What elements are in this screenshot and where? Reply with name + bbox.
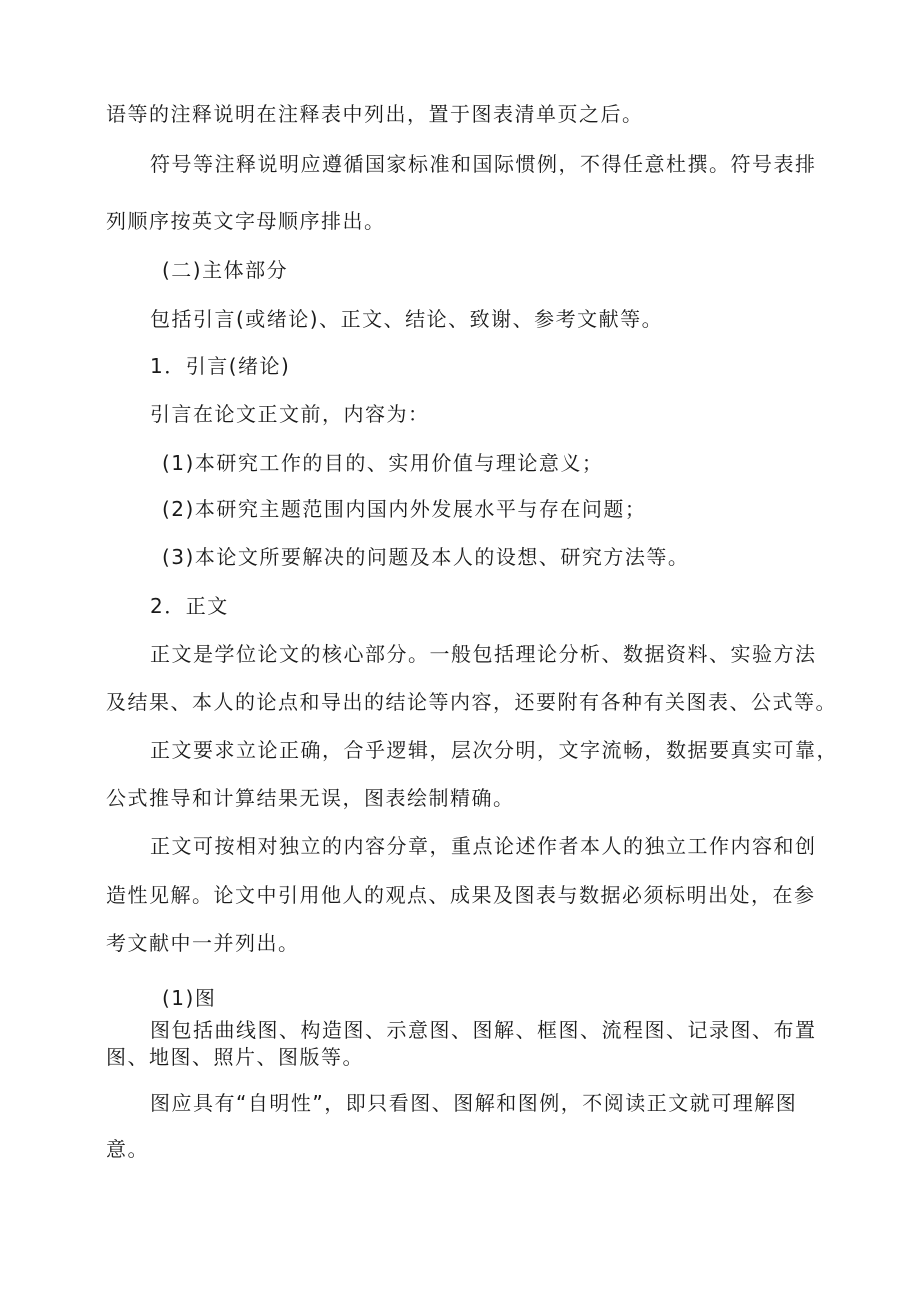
list-item: (3)本论文所要解决的问题及本人的设想、研究方法等。 xyxy=(162,545,690,569)
subsection-heading: 2．正文 xyxy=(150,594,229,618)
text-line: 包括引言(或绪论)、正文、结论、致谢、参考文献等。 xyxy=(150,307,664,331)
section-heading: (二)主体部分 xyxy=(162,258,289,282)
text-line: 公式推导和计算结果无误，图表绘制精确。 xyxy=(106,786,515,810)
subsection-heading: 1．引言(绪论) xyxy=(150,354,291,378)
text-line: 语等的注释说明在注释表中列出，置于图表清单页之后。 xyxy=(106,102,644,126)
text-line: 正文可按相对独立的内容分章，重点论述作者本人的独立工作内容和创 xyxy=(150,834,817,858)
item-heading: (1)图 xyxy=(162,986,217,1010)
text-line: 图、地图、照片、图版等。 xyxy=(106,1045,364,1069)
text-line: 考文献中一并列出。 xyxy=(106,931,300,955)
text-line: 符号等注释说明应遵循国家标准和国际惯例，不得任意杜撰。符号表排 xyxy=(150,152,817,176)
text-line: 意。 xyxy=(106,1137,149,1161)
text-line: 正文要求立论正确，合乎逻辑，层次分明，文字流畅，数据要真实可靠， xyxy=(150,738,838,762)
text-line: 及结果、本人的论点和导出的结论等内容，还要附有各种有关图表、公式等。 xyxy=(106,690,837,714)
text-line: 图包括曲线图、构造图、示意图、图解、框图、流程图、记录图、布置 xyxy=(150,1018,817,1042)
text-line: 引言在论文正文前，内容为： xyxy=(150,402,430,426)
text-line: 造性见解。论文中引用他人的观点、成果及图表与数据必须标明出处，在参 xyxy=(106,883,816,907)
text-line: 图应具有“自明性”，即只看图、图解和图例，不阅读正文就可理解图 xyxy=(150,1091,798,1115)
text-line: 列顺序按英文字母顺序排出。 xyxy=(106,209,386,233)
list-item: (2)本研究主题范围内国内外发展水平与存在问题； xyxy=(162,497,647,521)
text-line: 正文是学位论文的核心部分。一般包括理论分析、数据资料、实验方法 xyxy=(150,642,817,666)
list-item: (1)本研究工作的目的、实用价值与理论意义； xyxy=(162,451,604,475)
